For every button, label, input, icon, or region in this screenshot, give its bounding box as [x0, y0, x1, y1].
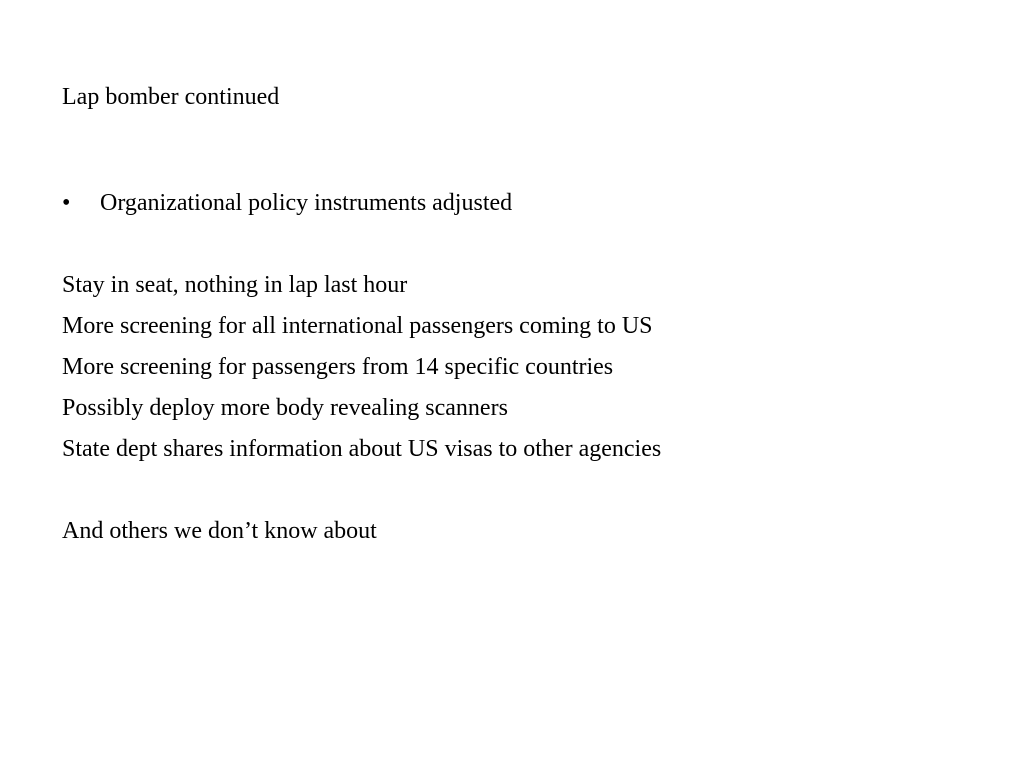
bullet-text: Organizational policy instruments adjusted [100, 190, 513, 216]
slide-title: Lap bomber continued [62, 84, 280, 110]
policy-line: Stay in seat, nothing in lap last hour [62, 272, 408, 298]
policy-line: Possibly deploy more body revealing scanners [62, 395, 508, 421]
policy-line: State dept shares information about US visas to other agencies [62, 436, 662, 462]
bullet-icon: • [62, 190, 71, 216]
policy-line: More screening for passengers from 14 specific countries [62, 354, 614, 380]
closing-line: And others we don’t know about [62, 518, 377, 544]
policy-line: More screening for all international passengers coming to US [62, 313, 653, 339]
